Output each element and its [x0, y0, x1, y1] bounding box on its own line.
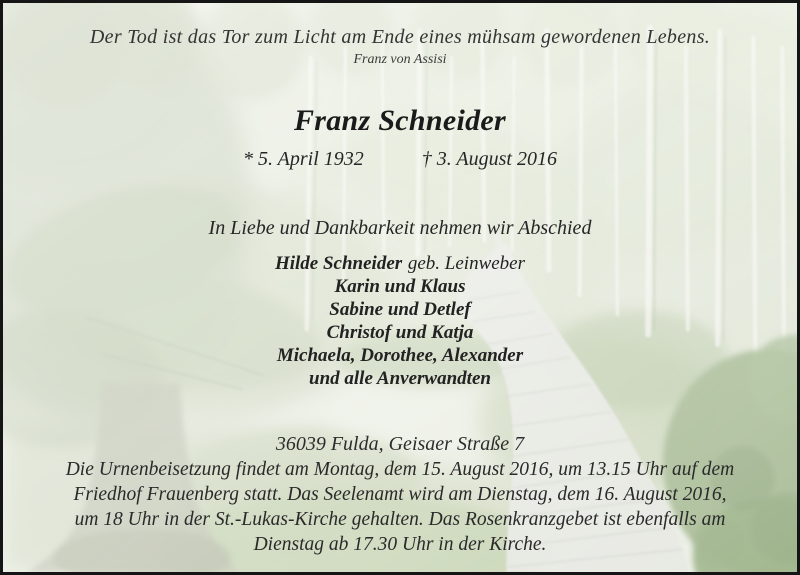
epigraph-attribution: Franz von Assisi: [353, 52, 447, 67]
mourner-name: Michaela, Dorothee, Alexander: [276, 345, 524, 366]
mourner-line: [3, 321, 797, 344]
funeral-details-line: um 18 Uhr in der St.-Lukas-Kirche gehalten. Das Rosenkranzgebet ist ebenfalls am: [74, 509, 726, 530]
birth-date: * 5. April 1932: [243, 148, 364, 170]
mourner-line: [3, 367, 797, 390]
mourner-line: [3, 275, 797, 298]
address-line: 36039 Fulda, Geisaer Straße 7: [275, 433, 525, 455]
mourner-name: und alle Anverwandten: [309, 368, 491, 389]
mourner-line: [3, 344, 797, 367]
epigraph-quote: Der Tod ist das Tor zum Licht am Ende eines mühsam gewordenen Lebens.: [89, 26, 711, 48]
mourner-name: Hilde Schneider: [274, 253, 403, 274]
funeral-details-line: Dienstag ab 17.30 Uhr in der Kirche.: [253, 534, 547, 555]
mourner-name: Christof und Katja: [326, 322, 474, 343]
life-dates: [3, 148, 797, 171]
mourner-name: Karin und Klaus: [334, 276, 466, 297]
funeral-details-line: Die Urnenbeisetzung findet am Montag, dem 15. August 2016, um 13.15 Uhr auf dem: [65, 459, 735, 480]
deceased-name: Franz Schneider: [293, 104, 507, 137]
farewell-intro: In Liebe und Dankbarkeit nehmen wir Abschied: [208, 217, 592, 239]
funeral-details-line: Friedhof Frauenberg statt. Das Seelenamt wird am Dienstag, dem 16. August 2016,: [73, 484, 727, 505]
mourner-line: [3, 298, 797, 321]
death-date: † 3. August 2016: [421, 148, 557, 170]
mourner-line: [3, 252, 797, 275]
mourner-suffix: geb. Leinweber: [407, 253, 526, 274]
mourner-name: Sabine und Detlef: [329, 299, 471, 320]
mourners-list: [3, 252, 797, 390]
funeral-details: [3, 457, 797, 557]
